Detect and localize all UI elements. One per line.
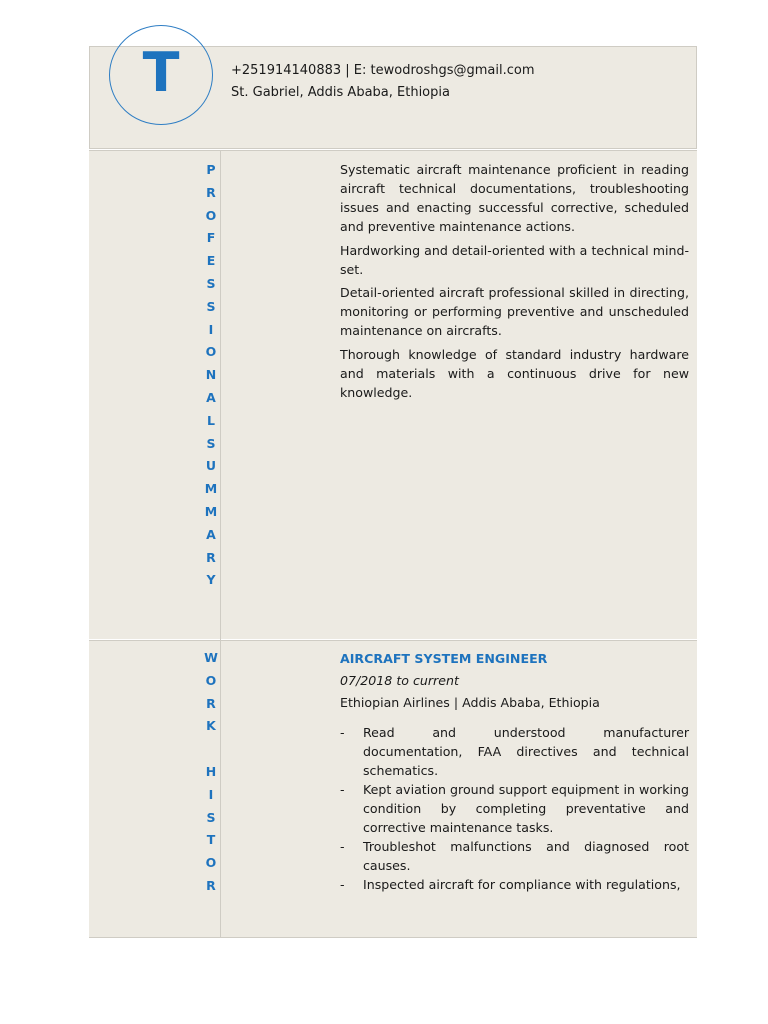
heading-letter: R: [206, 184, 216, 200]
heading-letter: R: [206, 695, 216, 711]
heading-letter: O: [205, 672, 217, 688]
heading-letter: R: [206, 877, 216, 893]
duty-text: Read and understood manufacturer documentation, FAA directives and technical schematics.: [363, 725, 689, 778]
summary-paragraph: Systematic aircraft maintenance proficient in reading aircraft technical documentations, troubleshooting issues and enacting successful corrective, scheduled and preventive maintenance actions.: [340, 162, 689, 234]
monogram-letter: T: [142, 41, 180, 104]
heading-letter-gap: [200, 738, 222, 761]
heading-letter: N: [205, 367, 217, 383]
heading-letter: S: [206, 298, 216, 314]
contact-info: [231, 60, 535, 104]
summary-paragraph: Thorough knowledge of standard industry hardware and materials with a continuous drive for new knowledge.: [340, 346, 689, 400]
heading-letter: Y: [206, 572, 216, 588]
heading-letter: O: [205, 207, 217, 223]
bullet-marker: -: [340, 782, 345, 797]
heading-letter: H: [205, 763, 217, 779]
heading-letter: I: [208, 786, 214, 802]
bullet-marker: -: [340, 877, 345, 892]
duty-text: Inspected aircraft for compliance with regulations,: [363, 877, 681, 892]
summary-paragraph: Hardworking and detail-oriented with a technical mind-set.: [340, 242, 689, 277]
job-dates: 07/2018 to current: [340, 673, 459, 688]
list-item: [340, 837, 689, 875]
heading-letter: E: [206, 253, 216, 269]
list-item: [340, 780, 689, 837]
job-company: Ethiopian Airlines | Addis Ababa, Ethiopia: [340, 695, 600, 710]
professional-summary: [340, 160, 689, 406]
heading-letter: W: [204, 650, 218, 665]
work-history-vertical-heading: [200, 647, 222, 898]
heading-letter: O: [205, 855, 217, 871]
job-entry: [340, 648, 689, 894]
heading-letter: T: [206, 832, 216, 848]
heading-letter: A: [206, 526, 216, 542]
summary-vertical-heading: [200, 159, 222, 592]
heading-letter: A: [206, 389, 216, 405]
monogram-badge: [109, 25, 213, 125]
heading-letter: M: [204, 481, 218, 497]
heading-letter: S: [206, 435, 216, 451]
heading-letter: S: [206, 275, 216, 291]
bullet-marker: -: [340, 725, 345, 740]
heading-letter: M: [204, 503, 218, 519]
list-item: [340, 875, 689, 894]
contact-address: St. Gabriel, Addis Ababa, Ethiopia: [231, 85, 450, 100]
job-duties-list: [340, 723, 689, 894]
heading-letter: L: [207, 412, 215, 428]
duty-text: Troubleshot malfunctions and diagnosed root causes.: [363, 839, 689, 873]
contact-phone-email: +251914140883 | E: tewodroshgs@gmail.com: [231, 63, 535, 78]
heading-letter: S: [206, 809, 216, 825]
heading-letter: O: [205, 344, 217, 360]
bullet-marker: -: [340, 839, 345, 854]
heading-letter: R: [206, 549, 216, 565]
list-item: [340, 723, 689, 780]
duty-text: Kept aviation ground support equipment in working condition by completing preventative and corrective maintenance tasks.: [363, 782, 689, 835]
summary-paragraph: Detail-oriented aircraft professional skilled in directing, monitoring or performing preventive and unscheduled maintenance on aircrafts.: [340, 285, 689, 338]
heading-letter: K: [206, 718, 216, 734]
heading-letter: F: [206, 230, 216, 246]
job-title: AIRCRAFT SYSTEM ENGINEER: [340, 651, 548, 666]
heading-letter: I: [208, 321, 214, 337]
heading-letter: U: [205, 458, 217, 474]
heading-letter: P: [206, 162, 216, 177]
